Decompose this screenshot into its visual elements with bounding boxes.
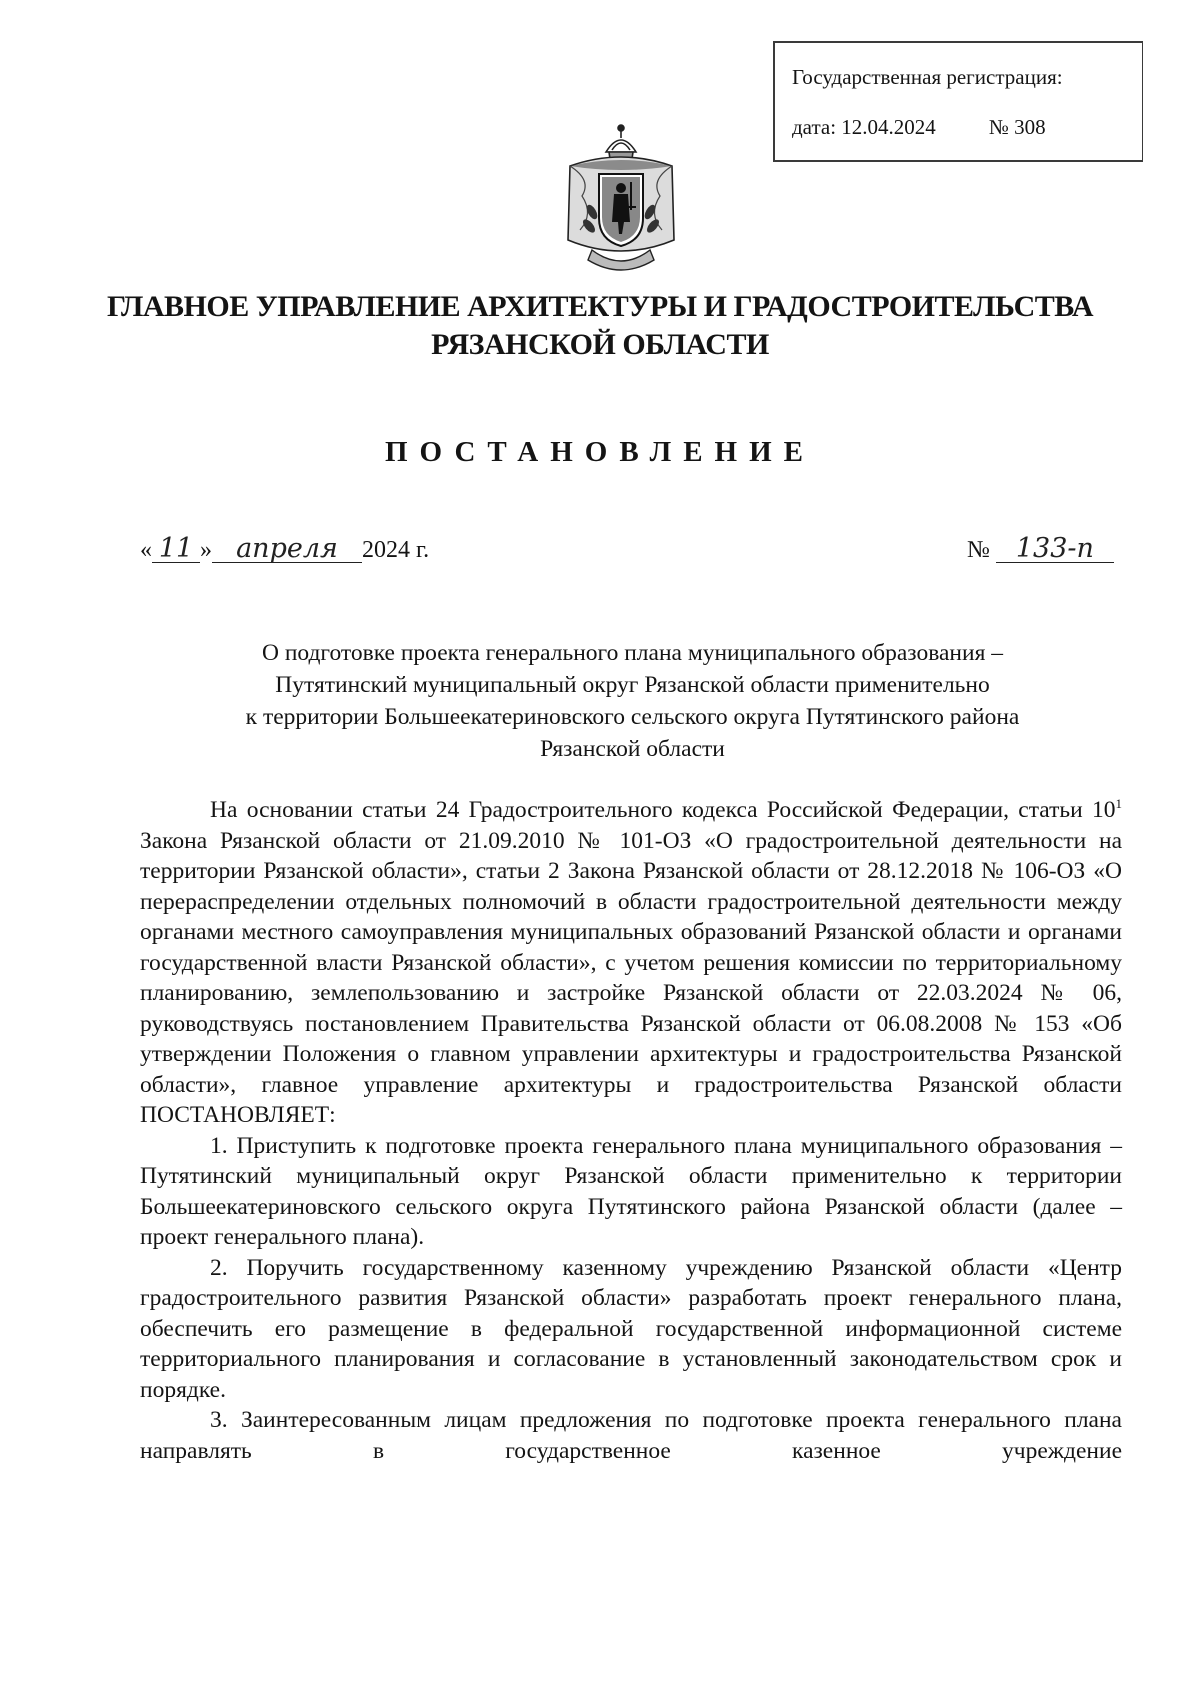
registration-date: дата: 12.04.2024 — [792, 115, 936, 139]
document-subject — [140, 637, 1125, 765]
subject-line: к территории Большеекатериновского сельского округа Путятинского района — [245, 704, 1020, 730]
date-month: апреля — [212, 536, 362, 563]
subject-line: Путятинский муниципальный округ Рязанской области применительно — [275, 672, 990, 698]
article-superscript: 1 — [1115, 796, 1122, 812]
preamble-text-part1: На основании статьи 24 Градостроительного кодекса Российской Федерации, статьи 10 — [210, 797, 1116, 823]
document-date — [140, 533, 430, 564]
subject-line: Рязанской области — [540, 736, 725, 762]
date-year: 2024 г. — [362, 537, 430, 563]
authority-name-line1: ГЛАВНОЕ УПРАВЛЕНИЕ АРХИТЕКТУРЫ И ГРАДОСТРОИТЕЛЬСТВА — [106, 290, 1094, 323]
ryazan-coat-of-arms-icon — [562, 122, 680, 278]
registration-date-line — [792, 115, 1046, 140]
document-number — [967, 533, 1114, 564]
subject-line: О подготовке проекта генерального плана муниципального образования – — [261, 640, 1004, 666]
registration-title: Государственная регистрация: — [792, 65, 1063, 89]
decree-item-1: 1. Приступить к подготовке проекта генерального плана муниципального образования – Путятинский муниципальный округ Рязанской области применительно к территории Большеекатериновского сельского округа Путятинского района Рязанской области (далее – проект генерального плана). — [140, 1132, 1122, 1250]
date-open-quote: « — [140, 537, 152, 563]
decree-item-2: 2. Поручить государственному казенному учреждению Рязанской области «Центр градостроительного развития Рязанской области» разработать проект генерального плана, обеспечить его размещение в федеральной государственной информационной системе территориального планирования и согласование в установленный законодательством срок и порядке. — [140, 1254, 1122, 1403]
document-body — [140, 795, 1122, 1466]
preamble-text-part2: Закона Рязанской области от 21.09.2010 № 101-ОЗ «О градостроительной деятельности на территории Рязанской области», статьи 2 Закона Рязанской области от 28.12.2018 № 106-ОЗ «О перераспределении отдельных полномочий в области градостроительной деятельности между органами местного самоуправления муниципальных образований Рязанской области и органами государственной власти Рязанской области», с учетом решения комиссии по территориальному планированию, землепользованию и застройке Рязанской области от 22.03.2024 № 06, руководствуясь постановлением Правительства Рязанской области от 06.08.2008 № 153 «Об утверждении Положения о главном управлении архитектуры и градостроительства Рязанской области», главное управление архитектуры и градостроительства Рязанской области ПОСТАНОВЛЯЕТ: — [140, 827, 1122, 1128]
decree-item-3: 3. Заинтересованным лицам предложения по подготовке проекта генерального плана направлять в государственное казенное учреждение — [140, 1407, 1122, 1464]
document-type: ПОСТАНОВЛЕНИЕ — [384, 436, 815, 468]
date-day: 11 — [152, 536, 200, 563]
registration-stamp — [773, 41, 1143, 162]
number-sign: № — [967, 537, 990, 563]
authority-name-line2: РЯЗАНСКОЙ ОБЛАСТИ — [431, 328, 769, 361]
preamble-paragraph — [140, 795, 1122, 1131]
registration-number: № 308 — [988, 115, 1046, 139]
date-close-quote: » — [200, 537, 212, 563]
number-value: 133-п — [996, 536, 1114, 563]
